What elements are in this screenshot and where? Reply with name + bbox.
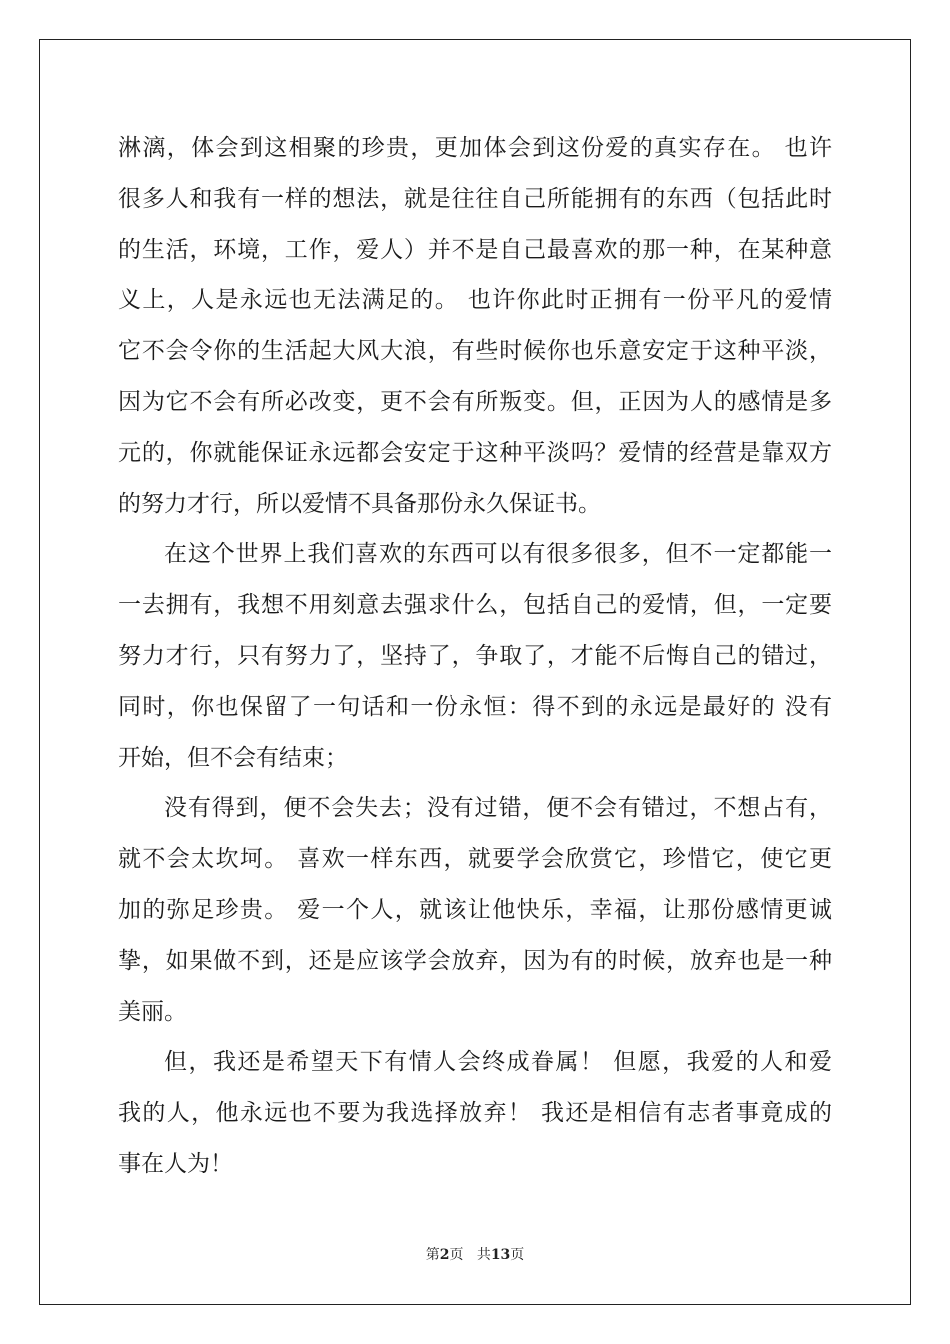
text-line: 开始，但不会有结束； (118, 745, 348, 771)
text-line: 没有得到，便不会失去；没有过错，便不会有错过，不想占有， (164, 795, 832, 821)
footer-total-pages: 13 (490, 1247, 511, 1263)
text-line: 义上，人是永远也无法满足的。 也许你此时正拥有一份平凡的爱情 (118, 287, 832, 313)
text-line: 因为它不会有所必改变，更不会有所叛变。但，正因为人的感情是多 (118, 389, 832, 415)
footer-prefix: 第 (425, 1247, 440, 1263)
text-line: 的努力才行，所以爱情不具备那份永久保证书。 (118, 491, 601, 517)
text-line: 美丽。 (118, 999, 187, 1025)
text-line: 但，我还是希望天下有情人会终成眷属！ 但愿，我爱的人和爱 (164, 1049, 832, 1075)
text-line: 努力才行，只有努力了，坚持了，争取了，才能不后悔自己的错过， (118, 643, 832, 669)
text-line: 的生活，环境，工作，爱人）并不是自己最喜欢的那一种，在某种意 (118, 237, 832, 263)
footer-page-number: 2 (439, 1247, 450, 1263)
text-line: 在这个世界上我们喜欢的东西可以有很多很多，但不一定都能一 (164, 541, 832, 567)
text-line: 同时，你也保留了一句话和一份永恒：得不到的永远是最好的 没有 (118, 694, 832, 720)
text-line: 很多人和我有一样的想法，就是往往自己所能拥有的东西（包括此时 (118, 186, 832, 212)
text-line: 我的人，他永远也不要为我选择放弃！ 我还是相信有志者事竟成的 (118, 1100, 832, 1126)
text-line: 事在人为！ (118, 1151, 233, 1177)
page-footer (0, 1244, 950, 1264)
text-line: 加的弥足珍贵。 爱一个人，就该让他快乐，幸福，让那份感情更诚 (118, 897, 832, 923)
text-line: 元的，你就能保证永远都会安定于这种平淡吗？爱情的经营是靠双方 (118, 440, 832, 466)
footer-total-prefix: 共 (476, 1247, 491, 1263)
footer-page-suffix: 页 (449, 1247, 464, 1263)
text-line: 挚，如果做不到，还是应该学会放弃，因为有的时候，放弃也是一种 (118, 948, 832, 974)
text-line: 淋漓，体会到这相聚的珍贵，更加体会到这份爱的真实存在。 也许 (118, 135, 832, 161)
text-line: 它不会令你的生活起大风大浪，有些时候你也乐意安定于这种平淡， (118, 338, 832, 364)
text-line: 就不会太坎坷。 喜欢一样东西，就要学会欣赏它，珍惜它，使它更 (118, 846, 832, 872)
footer-total-suffix: 页 (510, 1247, 525, 1263)
text-line: 一去拥有，我想不用刻意去强求什么，包括自己的爱情，但，一定要 (118, 592, 832, 618)
